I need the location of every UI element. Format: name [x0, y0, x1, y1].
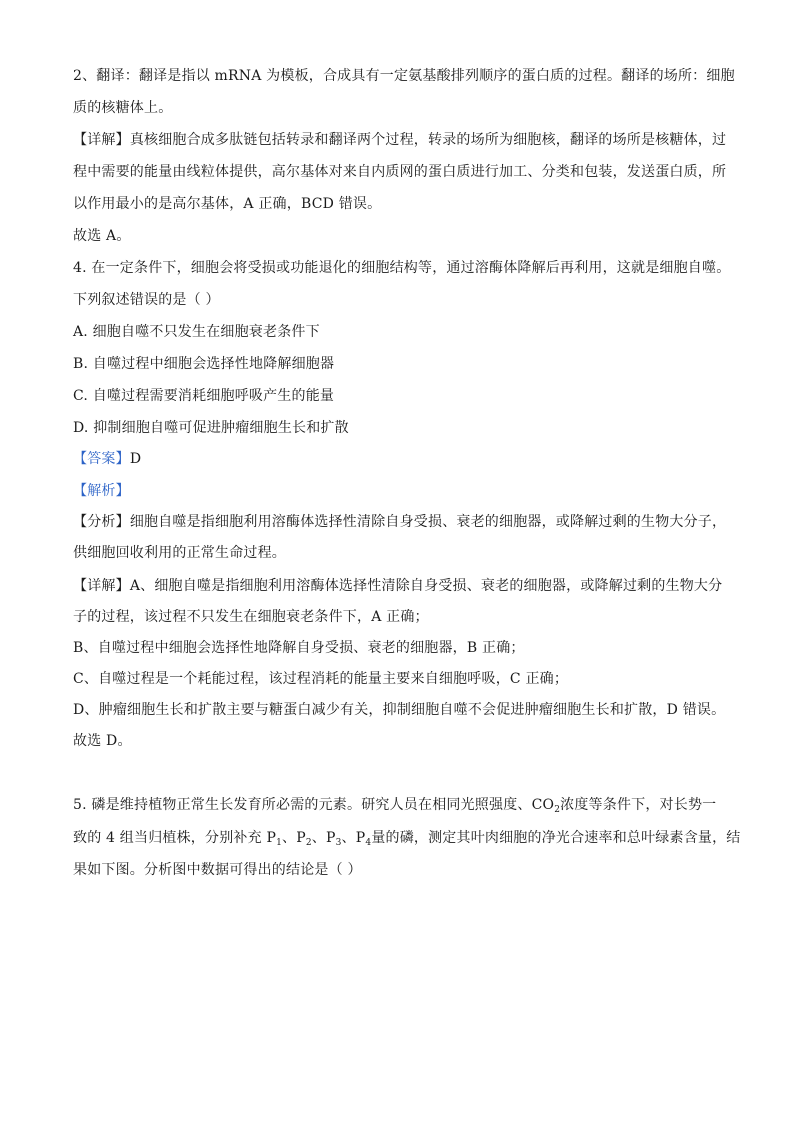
- q4-detail-line-1: [73, 576, 723, 596]
- q2-conclusion: 故选 A。: [73, 228, 131, 244]
- q4-stem-line-1: 4. 在一定条件下，细胞会将受损或功能退化的细胞结构等，通过溶酶体降解后再利用，这就是细胞自噬。: [73, 260, 731, 276]
- q5-sep-3: 、P: [341, 830, 366, 846]
- q2-detail-line-3: 以作用最小的是高尔基体，A 正确，BCD 错误。: [73, 196, 382, 212]
- q2-detail-line-1: [73, 130, 727, 150]
- q4-option-d: D. 抑制细胞自噬可促进肿瘤细胞生长和扩散: [73, 420, 349, 436]
- p2-subscript: 2: [305, 838, 312, 848]
- answer-tag: 【答案】: [73, 451, 130, 467]
- detail-tag: 【详解】: [73, 132, 130, 148]
- q4-option-a: A. 细胞自噬不只发生在细胞衰老条件下: [73, 324, 320, 340]
- p1-subscript: 1: [276, 838, 283, 848]
- q4-conclusion: 故选 D。: [73, 733, 132, 749]
- q5-stem-line-2: [73, 828, 741, 848]
- q4-option-c: C. 自噬过程需要消耗细胞呼吸产生的能量: [73, 388, 335, 404]
- q5-stem-line-1: [73, 795, 723, 815]
- q4-detail-line-2: 子的过程，该过程不只发生在细胞衰老条件下，A 正确；: [73, 609, 429, 625]
- q5-l1-part-a: 5. 磷是维持植物正常生长发育所必需的元素。研究人员在相同光照强度、CO: [73, 797, 555, 813]
- q5-l2-part-b: 量的磷，测定其叶肉细胞的净光合速率和总叶绿素含量，结: [371, 830, 741, 846]
- q4-analysis-tag: [73, 481, 723, 501]
- detail-tag: 【详解】: [73, 578, 130, 594]
- q4-detail-line-3: B、自噬过程中细胞会选择性地降解自身受损、衰老的细胞器，B 正确；: [73, 640, 525, 656]
- q5-sep-2: 、P: [311, 830, 336, 846]
- fenxi-tag: 【分析】: [73, 514, 130, 530]
- q5-stem-line-3: 果如下图。分析图中数据可得出的结论是（ ）: [73, 862, 362, 878]
- q2-text-line-1: 2、翻译：翻译是指以 mRNA 为模板，合成具有一定氨基酸排列顺序的蛋白质的过程。翻译的场所：细胞: [73, 68, 735, 84]
- q4-option-b: B. 自噬过程中细胞会选择性地降解细胞器: [73, 356, 335, 372]
- q5-l1-part-b: 浓度等条件下，对长势一: [560, 797, 717, 813]
- analysis-tag: 【解析】: [73, 483, 130, 499]
- q4-fenxi-line-2: 供细胞回收利用的正常生命过程。: [73, 545, 286, 561]
- q2-detail-line-2: 程中需要的能量由线粒体提供，高尔基体对来自内质网的蛋白质进行加工、分类和包装，发送蛋白质，所: [73, 164, 727, 180]
- q4-answer-line: [73, 449, 723, 469]
- p4-subscript: 4: [365, 838, 372, 848]
- q5-l2-part-a: 致的 4 组当归植株，分别补充 P: [73, 830, 277, 846]
- p3-subscript: 3: [335, 838, 342, 848]
- q4-fenxi-line-1: [73, 512, 727, 532]
- answer-value: D: [129, 451, 142, 467]
- q5-sep-1: 、P: [282, 830, 306, 846]
- q2-detail-text: 真核细胞合成多肽链包括转录和翻译两个过程，转录的场所为细胞核，翻译的场所是核糖体，过: [129, 132, 727, 148]
- fenxi-text: 细胞自噬是指细胞利用溶酶体选择性清除自身受损、衰老的细胞器，或降解过剩的生物大分子，: [129, 514, 727, 530]
- detail-text: A、细胞自噬是指细胞利用溶酶体选择性清除自身受损、衰老的细胞器，或降解过剩的生物大分: [129, 578, 723, 594]
- q4-detail-line-4: C、自噬过程是一个耗能过程，该过程消耗的能量主要来自细胞呼吸，C 正确；: [73, 671, 569, 687]
- co2-subscript: 2: [554, 805, 561, 815]
- q4-stem-line-2: 下列叙述错误的是（ ）: [73, 292, 220, 308]
- q2-text-line-2: 质的核糖体上。: [73, 100, 173, 116]
- q4-detail-line-5: D、肿瘤细胞生长和扩散主要与糖蛋白减少有关，抑制细胞自噬不会促进肿瘤细胞生长和扩散，D 错误。: [73, 702, 726, 718]
